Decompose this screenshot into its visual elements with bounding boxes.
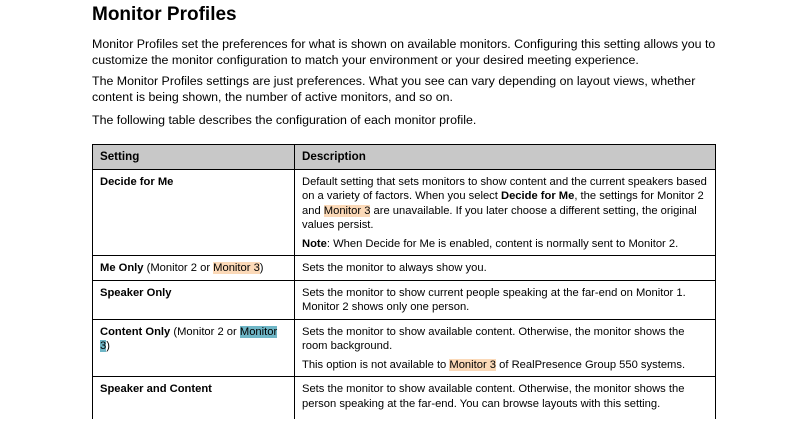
setting-cell: Me Only (Monitor 2 or Monitor 3): [93, 256, 295, 281]
highlighted-term: Monitor 3: [323, 204, 371, 217]
setting-name: Speaker and Content: [100, 383, 212, 395]
description-text: Sets the monitor to show available content. Otherwise, the monitor shows the person speaking at the far-end. You can browse layouts with this setting.: [302, 383, 685, 410]
setting-name: Me Only: [100, 262, 144, 274]
setting-name: Decide for Me: [100, 175, 174, 188]
description-cell: [295, 169, 716, 256]
setting-cell: [93, 280, 295, 319]
table-intro-paragraph: The following table describes the configuration of each monitor profile.: [92, 113, 477, 127]
setting-cell: [93, 377, 295, 420]
header-description: Description: [295, 145, 716, 170]
setting-name: Speaker Only: [100, 286, 172, 299]
selected-text[interactable]: Monitor 3: [100, 325, 278, 352]
description-text: Sets the monitor to show available content. Otherwise, the monitor shows the room background.: [302, 325, 685, 352]
setting-cell: [93, 169, 295, 256]
setting-cell: Content Only (Monitor 2 or Monitor 3): [93, 319, 295, 377]
intro-paragraph: Monitor Profiles set the preferences for what is shown on available monitors. Configuring this setting allows you to customize the monitor configuration to match your environment or your desired meeting experience.: [92, 37, 716, 67]
table-row: [93, 377, 716, 420]
monitor-profiles-table: [92, 144, 716, 419]
highlighted-term: Monitor 3: [213, 262, 260, 274]
setting-name: Content Only: [100, 325, 171, 338]
description-cell: [295, 319, 716, 377]
note-text: Note: When Decide for Me is enabled, content is normally sent to Monitor 2.: [302, 237, 679, 250]
table-row: [93, 280, 716, 319]
preferences-paragraph: The Monitor Profiles settings are just preferences. What you see can vary depending on layout views, whether content is being shown, the number of active monitors, and so on.: [92, 74, 696, 104]
table-row: [93, 169, 716, 256]
description-cell: [295, 377, 716, 420]
description-text: Default setting that sets monitors to show content and the current speakers based on a variety of factors. When you select Decide for Me, the settings for Monitor 2 and Monitor 3 are unavailable. If you later choose a different setting, the original values persist.: [302, 175, 707, 231]
header-setting: Setting: [93, 145, 295, 170]
description-cell: [295, 280, 716, 319]
description-cell: [295, 256, 716, 281]
table-row: [93, 319, 716, 377]
page-title: Monitor Profiles: [92, 4, 237, 25]
description-text: Sets the monitor to always show you.: [302, 262, 487, 274]
table-header-row: [93, 145, 716, 170]
highlighted-term: Monitor 3: [449, 358, 497, 371]
description-text: This option is not available to Monitor 3 of RealPresence Group 550 systems.: [302, 358, 686, 371]
description-text: Sets the monitor to show current people speaking at the far-end on Monitor 1. Monitor 2 shows only one person.: [302, 286, 686, 313]
table-row: [93, 256, 716, 281]
